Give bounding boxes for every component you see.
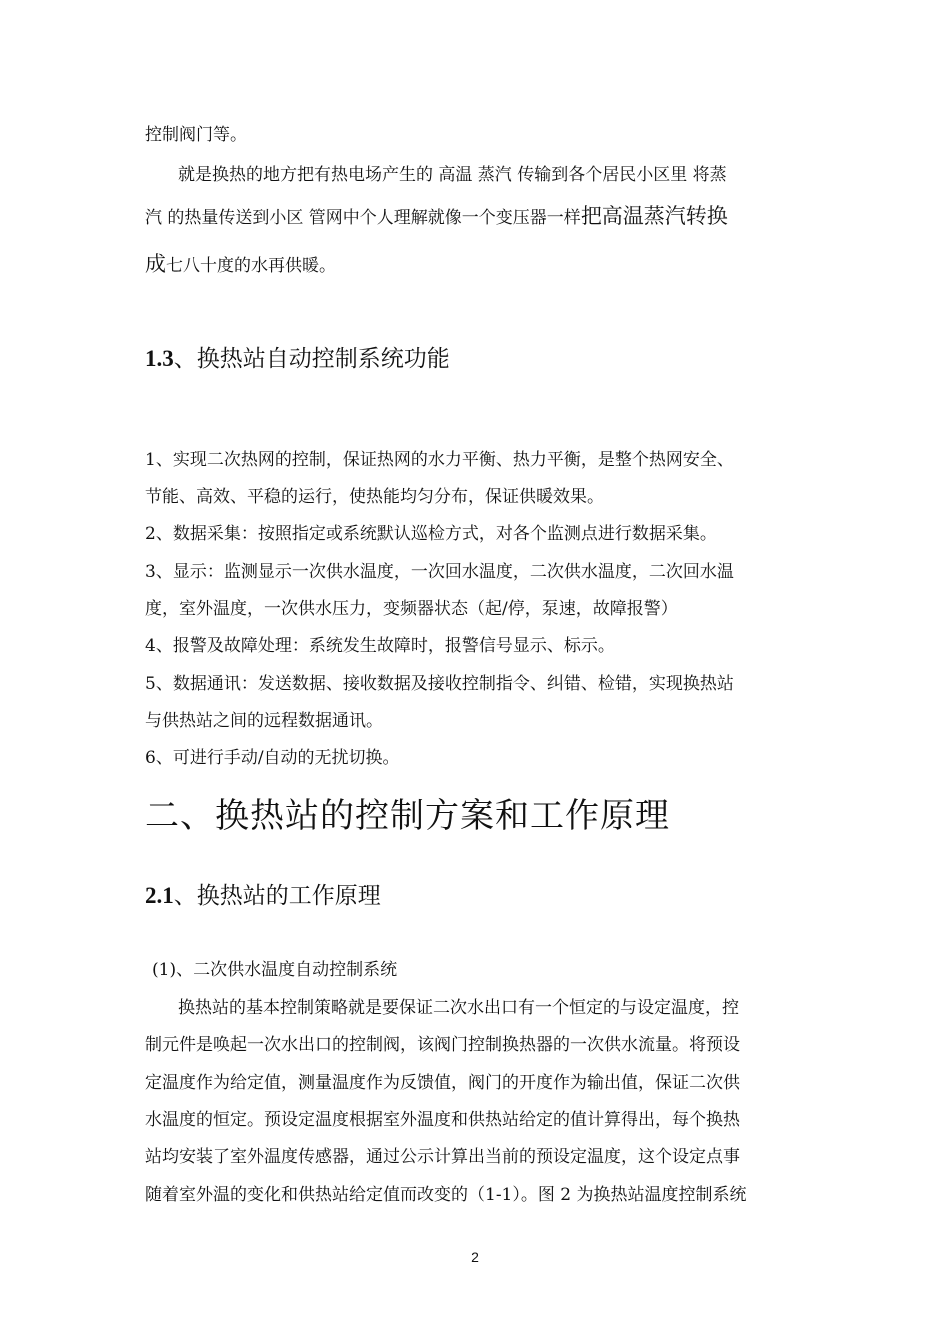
intro-line-3-a: 汽 的热量传送到小区 管网中个人理解就像一个变压器一样: [145, 208, 581, 228]
function-line: 5、数据通讯：发送数据、接收数据及接收控制指令、纠错、检错，实现换热站: [145, 674, 734, 694]
section-1-3-title: 、换热站自动控制系统功能: [173, 346, 450, 372]
section-2-1-title: 、换热站的工作原理: [173, 883, 381, 909]
page-number: 2: [471, 1249, 479, 1265]
body-paragraph-line: 随着室外温的变化和供热站给定值而改变的（1-1）。图 2 为换热站温度控制系统: [145, 1185, 747, 1205]
chapter-2-heading: 二、换热站的控制方案和工作原理: [145, 796, 670, 836]
function-line: 4、报警及故障处理：系统发生故障时，报警信号显示、标示。: [145, 636, 615, 656]
section-2-1-heading: [145, 877, 381, 910]
body-paragraph-line: 定温度作为给定值，测量温度作为反馈值，阀门的开度作为输出值，保证二次供: [145, 1073, 740, 1093]
section-2-1-number: 2.1: [145, 883, 174, 908]
intro-line-1: 控制阀门等。: [145, 125, 247, 145]
intro-line-4-b: 七八十度的水再供暖。: [166, 256, 336, 276]
function-line: 2、数据采集：按照指定或系统默认巡检方式，对各个监测点进行数据采集。: [145, 524, 717, 544]
body-paragraph-line: 制元件是唤起一次水出口的控制阀，该阀门控制换热器的一次供水流量。将预设: [145, 1035, 740, 1055]
function-line: 节能、高效、平稳的运行，使热能均匀分布，保证供暖效果。: [145, 487, 604, 507]
intro-line-2: 就是换热的地方把有热电场产生的 高温 蒸汽 传输到各个居民小区里 将蒸: [178, 165, 727, 185]
function-line: 度，室外温度，一次供水压力，变频器状态（起/停，泵速，故障报警）: [145, 599, 678, 619]
section-1-3-heading: [145, 340, 450, 373]
intro-line-4-a: 成: [145, 252, 166, 276]
intro-line-3-b: 把高温蒸汽转换: [580, 204, 728, 228]
function-line: 6、可进行手动/自动的无扰切换。: [145, 748, 400, 768]
body-paragraph-line: 站均安装了室外温度传感器，通过公示计算出当前的预设定温度，这个设定点事: [145, 1147, 740, 1167]
intro-line-4: [145, 248, 336, 278]
subsection-1-title: (1)、二次供水温度自动控制系统: [152, 960, 398, 980]
section-1-3-number: 1.3: [145, 346, 174, 371]
function-line: 3、显示：监测显示一次供水温度，一次回水温度，二次供水温度，二次回水温: [145, 562, 734, 582]
intro-line-3: [145, 200, 728, 230]
function-line: 与供热站之间的远程数据通讯。: [145, 711, 383, 731]
body-paragraph-line: 换热站的基本控制策略就是要保证二次水出口有一个恒定的与设定温度，控: [178, 998, 739, 1018]
function-line: 1、实现二次热网的控制，保证热网的水力平衡、热力平衡，是整个热网安全、: [145, 450, 734, 470]
body-paragraph-line: 水温度的恒定。预设定温度根据室外温度和供热站给定的值计算得出，每个换热: [145, 1110, 740, 1130]
